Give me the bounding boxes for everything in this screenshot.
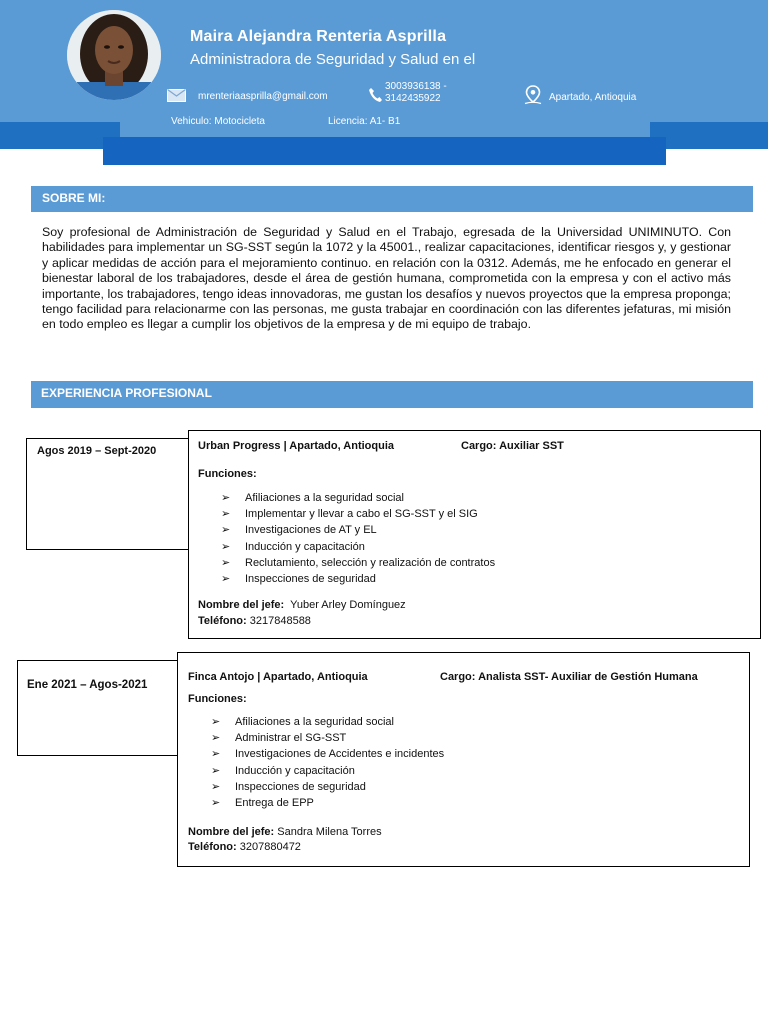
list-item: ➢ Inspecciones de seguridad: [221, 571, 495, 587]
job-1-funciones-label: Funciones:: [198, 468, 257, 480]
arrow-bullet-icon: ➢: [221, 524, 231, 537]
arrow-bullet-icon: ➢: [221, 492, 231, 504]
arrow-bullet-icon: ➢: [211, 716, 221, 728]
list-item: ➢ Inducción y capacitación: [221, 539, 495, 555]
about-title: SOBRE MI:: [42, 191, 106, 205]
candidate-role: Administradora de Seguridad y Salud en el: [190, 51, 476, 68]
job-2-date-box: [17, 660, 182, 756]
arrow-bullet-icon: ➢: [211, 764, 221, 777]
profile-photo: [67, 10, 161, 100]
phone-icon: [368, 87, 383, 103]
header-bottom-bar: [103, 137, 666, 165]
about-paragraph: Soy profesional de Administración de Seguridad y Salud en el Trabajo, egresada de la Universidad UNIMINUTO. Con habilidades para implementar un SG-SST según la 1072 y la 45001., realizar capacitaciones, identificar riesgos y, y gestionar y aplicar medidas de acción para el mejoramiento continuo. en relación con la 0312. Además, me he enfocado en generar el bienestar laboral de los trabajadores, desde el área de gestión humana, comprometida con la empresa y con el activo más importante, los trabajadores, tengo ideas innovadoras, me gustan los desafíos y nuevos proyectos que la empresa proponga; tengo facilidad para relacionarme con las personas, me gusta trabajar en coordinación con las diferentes jefaturas, mi misión en todo empleo es llegar a cumplir los objetivos de la empresa y de mi equipo de trabajo.: [42, 225, 731, 332]
about-section-header: [31, 186, 753, 212]
job-2-dates: Ene 2021 – Agos-2021: [27, 679, 148, 691]
list-item: ➢ Inducción y capacitación: [211, 763, 444, 779]
email-text[interactable]: mrenteriaasprilla@gmail.com: [198, 91, 328, 102]
license-text: Licencia: A1- B1: [328, 116, 401, 127]
arrow-bullet-icon: ➢: [221, 556, 231, 569]
experience-section-header: [31, 381, 753, 408]
arrow-bullet-icon: ➢: [211, 732, 221, 745]
list-item: ➢ Investigaciones de AT y EL: [221, 522, 495, 538]
list-item: ➢ Entrega de EPP: [211, 795, 444, 811]
job-1-date-box: [26, 438, 192, 550]
job-2-funciones-list: [211, 714, 444, 811]
list-item: ➢ Afiliaciones a la seguridad social: [211, 714, 444, 730]
list-item: ➢ Implementar y llevar a cabo el SG-SST y el SIG: [221, 506, 495, 522]
job-2-funciones-label: Funciones:: [188, 693, 247, 705]
location-text: Apartado, Antioquia: [549, 92, 637, 103]
arrow-bullet-icon: ➢: [221, 508, 231, 521]
arrow-bullet-icon: ➢: [211, 780, 221, 793]
candidate-name: Maira Alejandra Renteria Asprilla: [190, 28, 447, 45]
arrow-bullet-icon: ➢: [211, 796, 221, 809]
mail-icon: [167, 89, 186, 102]
job-1-telefono: Teléfono: 3217848588: [198, 615, 311, 627]
job-1-funciones-list: [221, 490, 495, 587]
list-item: ➢ Administrar el SG-SST: [211, 730, 444, 746]
list-item: ➢ Inspecciones de seguridad: [211, 779, 444, 795]
job-1-jefe: Nombre del jefe: Yuber Arley Domínguez: [198, 599, 406, 611]
list-item: ➢ Investigaciones de Accidentes e incidentes: [211, 746, 444, 762]
arrow-bullet-icon: ➢: [221, 540, 231, 553]
location-pin-icon: [523, 85, 543, 105]
arrow-bullet-icon: ➢: [221, 572, 231, 585]
arrow-bullet-icon: ➢: [211, 748, 221, 761]
job-1-company: Urban Progress | Apartado, Antioquia: [198, 440, 395, 452]
job-2-card: [177, 652, 750, 867]
avatar: [67, 10, 161, 100]
job-2-cargo: Cargo: Analista SST- Auxiliar de Gestión Humana: [440, 671, 698, 683]
job-1-cargo: Cargo: Auxiliar SST: [461, 440, 564, 452]
job-1-dates: Agos 2019 – Sept-2020: [37, 445, 157, 457]
phone-line-1[interactable]: 3003936138 -: [385, 81, 447, 92]
list-item: ➢ Reclutamiento, selección y realización de contratos: [221, 555, 495, 571]
job-1-card: [188, 430, 761, 639]
job-2-jefe: Nombre del jefe: Sandra Milena Torres: [188, 826, 382, 838]
job-2-telefono: Teléfono: 3207880472: [188, 841, 301, 853]
phone-line-2[interactable]: 3142435922: [385, 93, 441, 104]
list-item: ➢ Afiliaciones a la seguridad social: [221, 490, 495, 506]
experience-title: EXPERIENCIA PROFESIONAL: [41, 386, 212, 400]
vehicle-text: Vehiculo: Motocicleta: [171, 116, 265, 127]
job-2-company: Finca Antojo | Apartado, Antioquia: [188, 671, 368, 683]
